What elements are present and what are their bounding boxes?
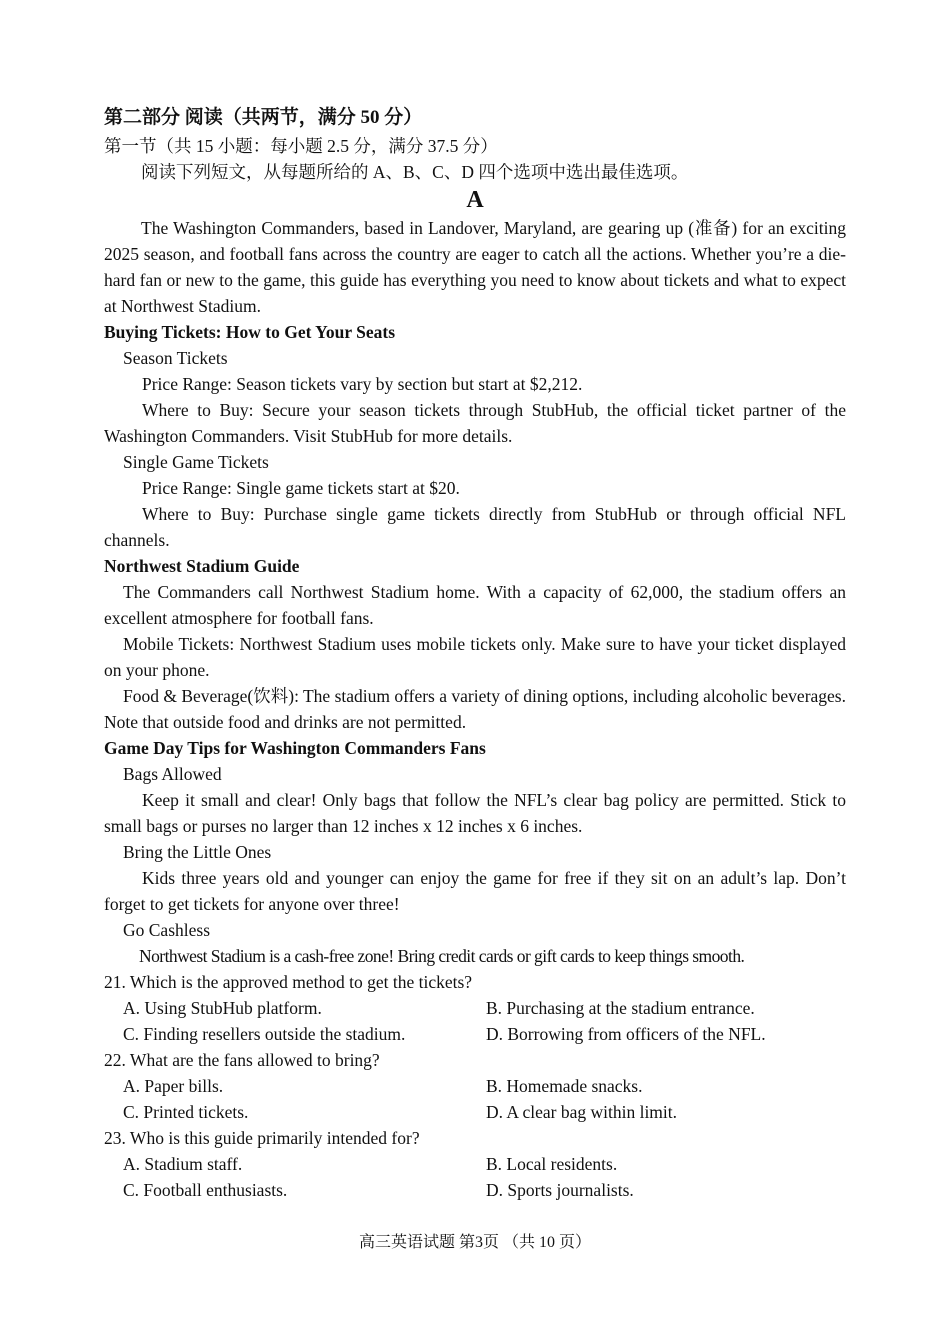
instruction: 阅读下列短文，从每题所给的 A、B、C、D 四个选项中选出最佳选项。 bbox=[141, 162, 689, 182]
page-footer: 高三英语试题 第3页 （共 10 页） bbox=[358, 1234, 591, 1251]
passage-letter: A bbox=[466, 187, 484, 213]
kids-text: Kids three years old and younger can enjoy the game for free if they sit on an adult’s lap. Don’t forget to get tickets for anyone over three! bbox=[104, 868, 846, 914]
question-21: 21. Which is the approved method to get the tickets? bbox=[104, 972, 473, 992]
single-where: Where to Buy: Purchase single game tickets directly from StubHub or through official NFL channels. bbox=[104, 504, 846, 550]
option-c[interactable]: C. Football enthusiasts. bbox=[123, 1180, 288, 1200]
stadium-para-3: Food & Beverage(饮料): The stadium offers a variety of dining options, including alcoholic beverages. Note that outside food and drinks are not permitted. bbox=[104, 686, 846, 732]
option-b[interactable]: B. Purchasing at the stadium entrance. bbox=[486, 998, 755, 1018]
question-23-options bbox=[104, 1151, 846, 1203]
kids-label: Bring the Little Ones bbox=[123, 842, 272, 862]
single-tickets-label: Single Game Tickets bbox=[123, 452, 269, 472]
season-tickets-label: Season Tickets bbox=[123, 348, 228, 368]
option-b[interactable]: B. Homemade snacks. bbox=[486, 1076, 643, 1096]
subsection-title: 第一节（共 15 小题：每小题 2.5 分，满分 37.5 分） bbox=[104, 136, 498, 156]
stadium-para-1: The Commanders call Northwest Stadium home. With a capacity of 62,000, the stadium offers an excellent atmosphere for football fans. bbox=[104, 582, 846, 628]
question-22-options bbox=[104, 1073, 846, 1125]
buying-heading: Buying Tickets: How to Get Your Seats bbox=[104, 322, 396, 342]
option-c[interactable]: C. Printed tickets. bbox=[123, 1102, 249, 1122]
season-price: Price Range: Season tickets vary by section but start at $2,212. bbox=[142, 374, 583, 394]
bags-text: Keep it small and clear! Only bags that follow the NFL’s clear bag policy are permitted. Stick to small bags or purses no larger than 12 inches x 12 inches x 6 inches. bbox=[104, 790, 846, 836]
cash-text: Northwest Stadium is a cash-free zone! Bring credit cards or gift cards to keep things smooth. bbox=[139, 946, 745, 966]
stadium-para-2: Mobile Tickets: Northwest Stadium uses mobile tickets only. Make sure to have your ticket displayed on your phone. bbox=[104, 634, 846, 680]
question-22: 22. What are the fans allowed to bring? bbox=[104, 1050, 380, 1070]
option-d[interactable]: D. A clear bag within limit. bbox=[486, 1102, 678, 1122]
season-where: Where to Buy: Secure your season tickets through StubHub, the official ticket partner of the Washington Commanders. Visit StubHub for more details. bbox=[104, 400, 846, 446]
stadium-heading: Northwest Stadium Guide bbox=[104, 556, 300, 576]
option-b[interactable]: B. Local residents. bbox=[486, 1154, 618, 1174]
section-title: 第二部分 阅读（共两节，满分 50 分） bbox=[104, 107, 423, 128]
option-a[interactable]: A. Using StubHub platform. bbox=[123, 998, 322, 1018]
exam-page bbox=[104, 103, 846, 1203]
single-price: Price Range: Single game tickets start at $20. bbox=[142, 478, 460, 498]
option-d[interactable]: D. Borrowing from officers of the NFL. bbox=[486, 1024, 766, 1044]
tips-heading: Game Day Tips for Washington Commanders Fans bbox=[104, 738, 486, 758]
question-21-options bbox=[104, 995, 846, 1047]
option-d[interactable]: D. Sports journalists. bbox=[486, 1180, 634, 1200]
passage-intro: The Washington Commanders, based in Landover, Maryland, are gearing up (准备) for an exciting 2025 season, and football fans across the country are eager to catch all the actions. Whether you’re a die-hard fan or new to the game, this guide has everything you need to know about tickets and what to expect at Northwest Stadium. bbox=[104, 218, 846, 316]
option-a[interactable]: A. Stadium staff. bbox=[123, 1154, 243, 1174]
option-c[interactable]: C. Finding resellers outside the stadium. bbox=[123, 1024, 406, 1044]
question-23: 23. Who is this guide primarily intended for? bbox=[104, 1128, 420, 1148]
bags-label: Bags Allowed bbox=[123, 764, 222, 784]
option-a[interactable]: A. Paper bills. bbox=[123, 1076, 224, 1096]
cash-label: Go Cashless bbox=[123, 920, 211, 940]
